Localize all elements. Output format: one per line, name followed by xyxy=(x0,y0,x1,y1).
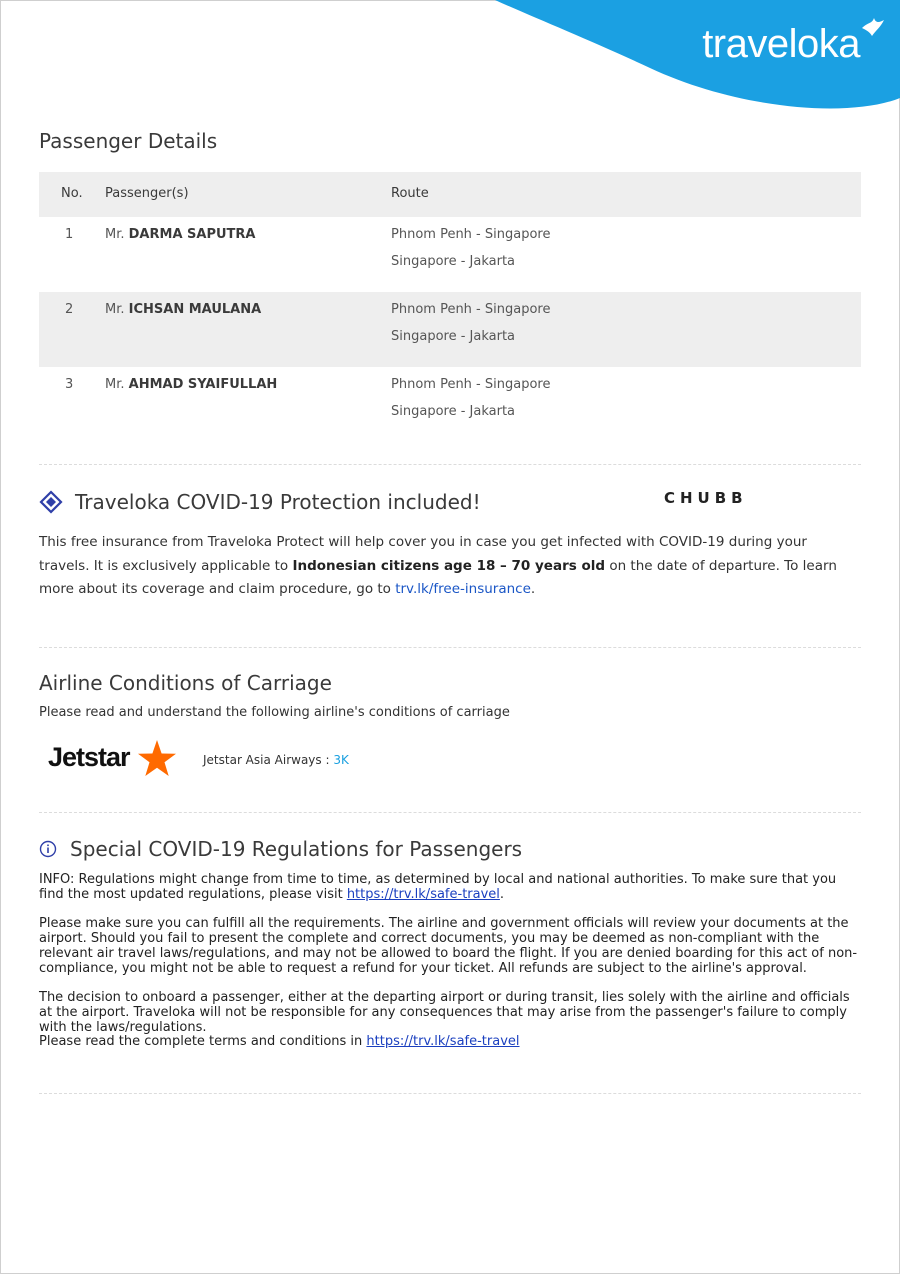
passenger-name: Mr. AHMAD SYAIFULLAH xyxy=(105,377,278,392)
protection-description: This free insurance from Traveloka Protect will help cover you in case you get infected with COVID-19 during your travels. It is exclusively applicable to Indonesian citizens age 18 – 70 years old on the date of departure. To learn more about its coverage and claim procedure, go to trv.lk/free-insurance. xyxy=(39,534,837,597)
route-leg-2: Singapore - Jakarta xyxy=(391,329,516,344)
covid-decision: The decision to onboard a passenger, either at the departing airport or during transit, lies solely with the airline and officials at the airport. Traveloka will not be responsible for any consequences that may arise from the passenger's failure to comply with the laws/regulations. xyxy=(39,990,850,1035)
divider xyxy=(39,647,861,648)
free-insurance-link[interactable]: trv.lk/free-insurance xyxy=(395,581,531,597)
passenger-name: Mr. ICHSAN MAULANA xyxy=(105,302,262,317)
covid-requirements: Please make sure you can fulfill all the requirements. The airline and government officials will review your documents at the airport. Should you fail to present the complete and correct documents, you may be deemed as non-compliant with the relevant air travel laws/regulations, and may not be allowed to board the flight. If you are denied boarding for this act of non-compliance, you might not be able to request a refund for your ticket. All refunds are subject to the airline's approval. xyxy=(39,916,858,976)
covid-regs-title: Special COVID-19 Regulations for Passengers xyxy=(70,837,523,861)
chubb-logo: CHUBB xyxy=(664,489,748,507)
table-header xyxy=(39,172,861,217)
divider xyxy=(39,812,861,813)
passenger-details-title: Passenger Details xyxy=(39,129,218,153)
divider xyxy=(39,464,861,465)
safe-travel-link[interactable]: https://trv.lk/safe-travel xyxy=(346,887,500,902)
route-leg-1: Phnom Penh - Singapore xyxy=(391,227,551,242)
covid-terms: Please read the complete terms and conditions in https://trv.lk/safe-travel xyxy=(39,1034,520,1049)
carriage-subtitle: Please read and understand the following airline's conditions of carriage xyxy=(39,705,510,720)
passenger-no: 1 xyxy=(65,227,74,242)
jetstar-logo: Jetstar xyxy=(48,742,130,772)
route-leg-1: Phnom Penh - Singapore xyxy=(391,302,551,317)
covid-info: INFO: Regulations might change from time to time, as determined by local and national authorities. To make sure that you find the most updated regulations, please visit https://trv.lk/safe-travel. xyxy=(39,872,837,902)
table-row xyxy=(39,367,861,442)
header-route: Route xyxy=(391,186,429,201)
passenger-no: 2 xyxy=(65,302,74,317)
header-passenger: Passenger(s) xyxy=(105,186,189,201)
header-no: No. xyxy=(61,186,83,201)
route-leg-1: Phnom Penh - Singapore xyxy=(391,377,551,392)
traveloka-bird-icon xyxy=(860,14,886,40)
passenger-no: 3 xyxy=(65,377,74,392)
airline-info: Jetstar Asia Airways : 3K xyxy=(203,753,349,767)
table-row xyxy=(39,217,861,292)
airline-code[interactable]: 3K xyxy=(333,753,349,767)
passenger-table xyxy=(39,172,861,442)
table-row xyxy=(39,292,861,367)
traveloka-logo: traveloka xyxy=(702,22,860,66)
protection-title: Traveloka COVID-19 Protection included! xyxy=(75,490,481,514)
jetstar-star-icon xyxy=(136,738,178,780)
route-leg-2: Singapore - Jakarta xyxy=(391,254,516,269)
protection-diamond-icon xyxy=(39,490,63,514)
carriage-title: Airline Conditions of Carriage xyxy=(39,671,332,695)
divider xyxy=(39,1093,861,1094)
terms-link[interactable]: https://trv.lk/safe-travel xyxy=(366,1034,520,1049)
passenger-name: Mr. DARMA SAPUTRA xyxy=(105,227,256,242)
route-leg-2: Singapore - Jakarta xyxy=(391,404,516,419)
info-icon xyxy=(39,840,57,858)
